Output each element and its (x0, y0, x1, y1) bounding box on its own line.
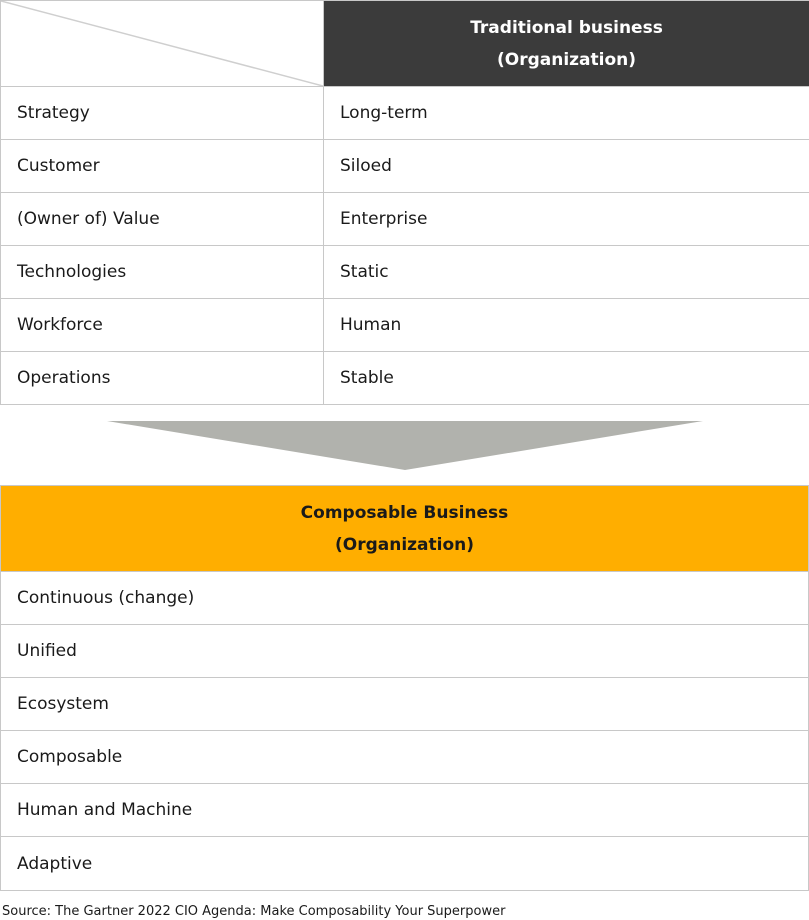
dimension-label: Technologies (1, 246, 324, 299)
table-row (1, 572, 809, 625)
composable-header-row (1, 486, 809, 572)
traditional-header-row (1, 1, 809, 87)
composable-value: Unified (1, 625, 809, 678)
diagonal-line (1, 1, 323, 86)
table-row (1, 140, 809, 193)
composable-value: Adaptive (1, 837, 809, 891)
composable-header-subtitle: (Organization) (334, 534, 475, 555)
traditional-header-title: Traditional business (470, 17, 663, 38)
down-arrow-icon (0, 418, 809, 474)
table-row (1, 87, 809, 140)
traditional-value: Enterprise (324, 193, 809, 246)
dimension-label: (Owner of) Value (1, 193, 324, 246)
traditional-business-table (0, 0, 809, 405)
dimension-label: Customer (1, 140, 324, 193)
transition-arrow (0, 418, 809, 474)
composable-header-title: Composable Business (300, 502, 509, 523)
composable-value: Human and Machine (1, 784, 809, 837)
composable-value: Continuous (change) (1, 572, 809, 625)
dimension-label: Workforce (1, 299, 324, 352)
dimension-label: Operations (1, 352, 324, 405)
diagonal-corner-cell (1, 1, 324, 87)
composable-business-table (0, 485, 809, 891)
table-row (1, 352, 809, 405)
table-row (1, 299, 809, 352)
source-caption: Source: The Gartner 2022 CIO Agenda: Make Composability Your Superpower (2, 904, 506, 919)
table-row (1, 678, 809, 731)
traditional-header-subtitle: (Organization) (496, 49, 637, 70)
table-row (1, 837, 809, 891)
composable-header (1, 486, 809, 572)
table-row (1, 784, 809, 837)
traditional-value: Long-term (324, 87, 809, 140)
traditional-value: Stable (324, 352, 809, 405)
composable-value: Ecosystem (1, 678, 809, 731)
dimension-label: Strategy (1, 87, 324, 140)
traditional-header (324, 1, 809, 87)
traditional-value: Siloed (324, 140, 809, 193)
traditional-value: Human (324, 299, 809, 352)
table-row (1, 246, 809, 299)
table-row (1, 731, 809, 784)
table-row (1, 625, 809, 678)
composable-value: Composable (1, 731, 809, 784)
traditional-value: Static (324, 246, 809, 299)
table-row (1, 193, 809, 246)
